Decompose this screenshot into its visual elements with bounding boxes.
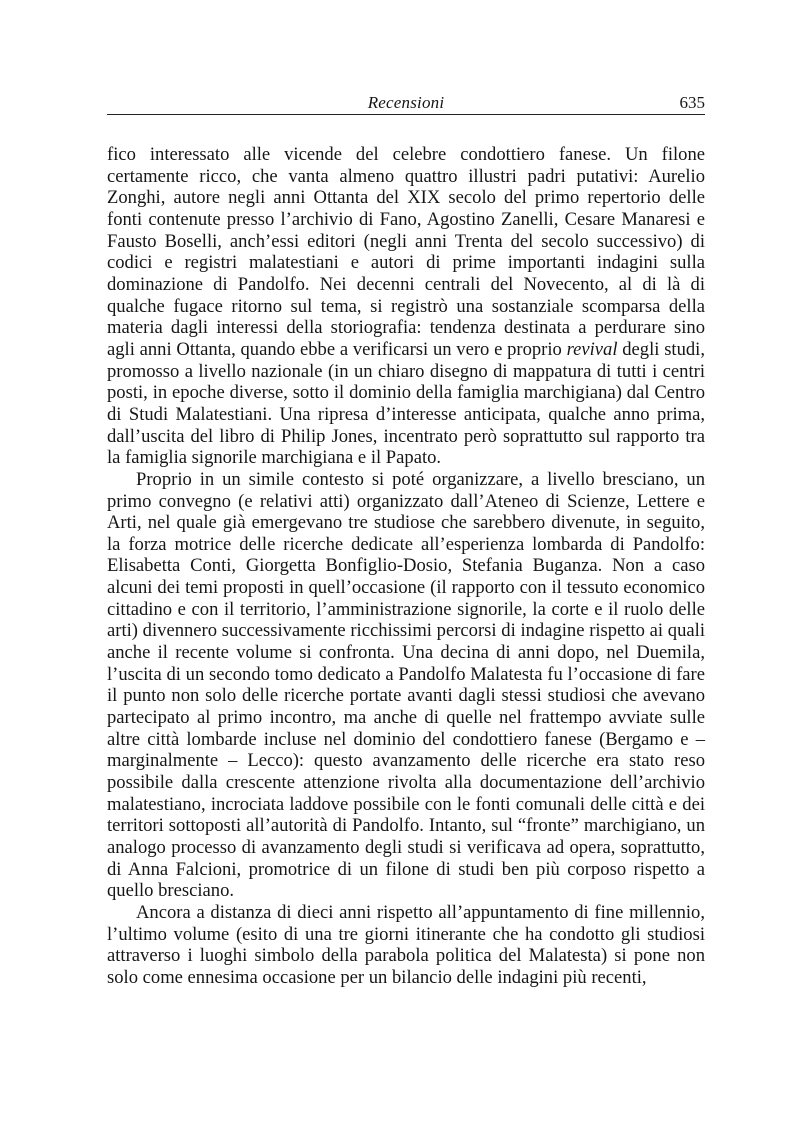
- body-text: [107, 144, 705, 989]
- paragraph-1: [107, 144, 705, 469]
- paragraph-1-emphasis: revival: [566, 338, 618, 360]
- paragraph-1-text-b: degli studi, promosso a livello nazionale (in un chiaro disegno di mappatura di tutti i centri posti, in epoche diverse, sotto il dominio della famiglia marchigiana) dal Centro di Studi Malatestiani. Una ripresa d’interesse anticipata, qualche anno prima, dall’uscita del libro di Philip Jones, incentrato però soprattutto sul rapporto tra la famiglia signorile marchigiana e il Papato.: [107, 338, 705, 469]
- running-header: [107, 92, 705, 115]
- paragraph-3: Ancora a distanza di dieci anni rispetto all’appuntamento di fine millennio, l’ultimo volume (esito di una tre giorni itinerante che ha condotto gli studiosi attraverso i luoghi simbolo della parabola politica del Malatesta) si pone non solo come ennesima occasione per un bilancio delle indagini più recenti,: [107, 901, 705, 988]
- page-number: 635: [679, 93, 705, 112]
- paragraph-2: Proprio in un simile contesto si poté organizzare, a livello bresciano, un primo convegno (e relativi atti) organizzato dall’Ateneo di Scienze, Lettere e Arti, nel quale già emergevano tre studiose che sarebbero divenute, in seguito, la forza motrice delle ricerche dedicate all’esperienza lombarda di Pandolfo: Elisabetta Conti, Giorgetta Bonfiglio-Dosio, Stefania Buganza. Non a caso alcuni dei temi proposti in quell’occasione (il rapporto con il tessuto economico cittadino e con il territorio, l’amministrazione signorile, la corte e il ruolo delle arti) divennero successivamente ricchissimi percorsi di indagine rispetto ai quali anche il recente volume si confronta. Una decina di anni dopo, nel Duemila, l’uscita di un secondo tomo dedicato a Pandolfo Malatesta fu l’occasione di fare il punto non solo delle ricerche portate avanti dagli stessi studiosi che avevano partecipato al primo incontro, ma anche di quelle nel frattempo avviate sulle altre città lombarde incluse nel dominio del condottiero fanese (Bergamo e – marginalmente – Lecco): questo avanzamento delle ricerche era stato reso possibile dalla crescente attenzione rivolta alla documentazione dell’archivio malatestiano, incrociata laddove possibile con le fonti comunali delle città e dei territori sottoposti all’autorità di Pandolfo. Intanto, sul “fronte” marchigiano, un analogo processo di avanzamento degli studi si verificava ad opera, soprattutto, di Anna Falcioni, promotrice di un filone di studi ben più corposo rispetto a quello bresciano.: [107, 468, 705, 902]
- paragraph-1-text-a: fico interessato alle vicende del celebre condottiero fanese. Un filone certamente ricco, che vanta almeno quattro illustri padri putativi: Aurelio Zonghi, autore negli anni Ottanta del XIX secolo del primo repertorio delle fonti contenute presso l’archivio di Fano, Agostino Zanelli, Cesare Manaresi e Fausto Boselli, anch’essi editori (negli anni Trenta del secolo successivo) di codici e registri malatestiani e autori di prime importanti indagini sulla dominazione di Pandolfo. Nei decenni centrali del Novecento, al di là di qualche fugace ritorno sul tema, si registrò una sostanziale scomparsa della materia dagli interessi della storiografia: tendenza destinata a perdurare sino agli anni Ottanta, quando ebbe a verificarsi un vero e proprio: [107, 144, 705, 360]
- running-title: Recensioni: [367, 93, 445, 112]
